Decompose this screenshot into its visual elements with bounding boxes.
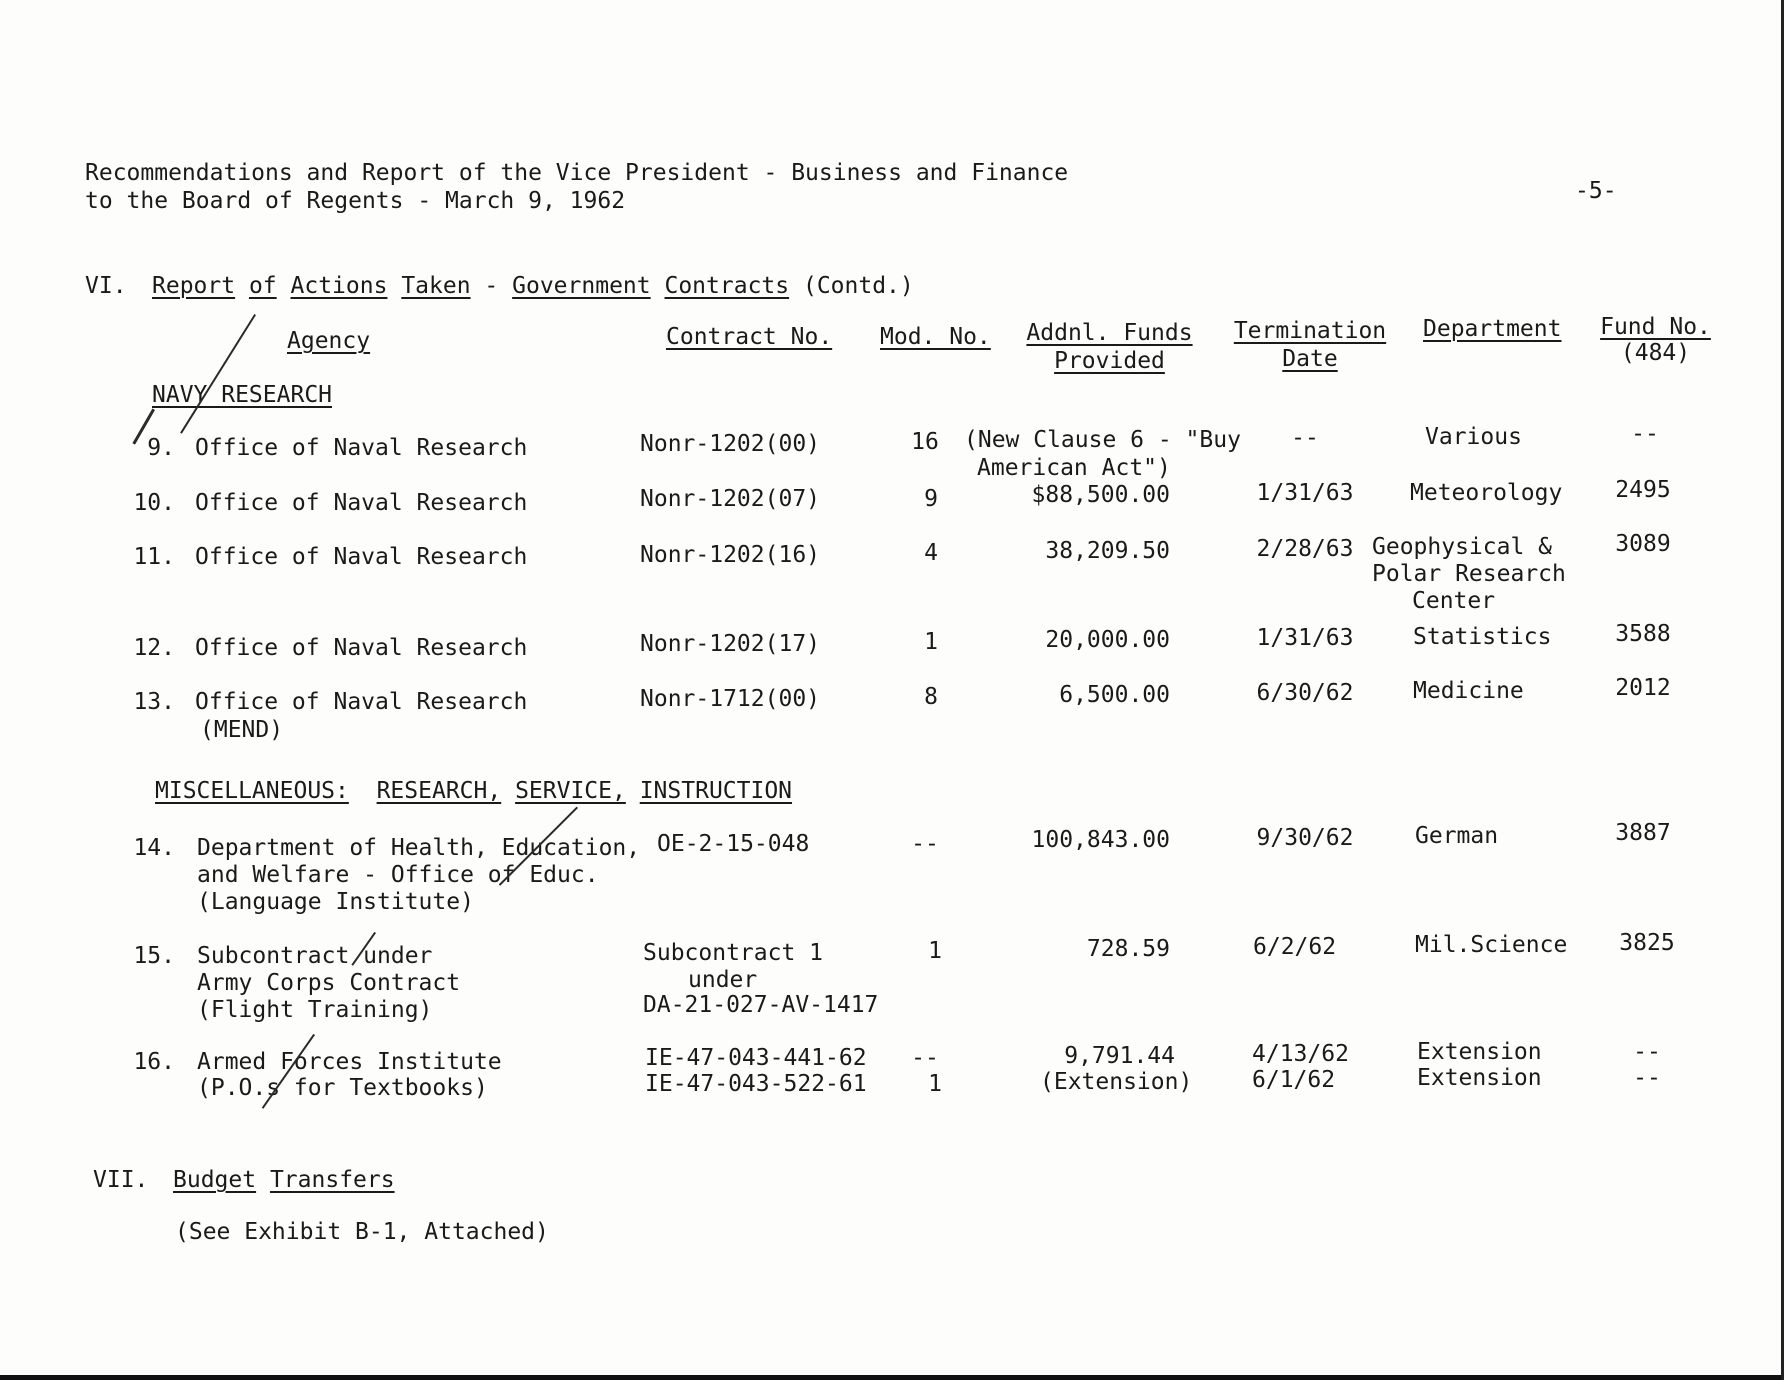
mod-cell: 9 bbox=[924, 486, 938, 512]
agency-cell: Armed Forces Institute bbox=[197, 1049, 502, 1075]
report-title-line-2: to the Board of Regents - March 9, 1962 bbox=[85, 188, 626, 214]
fund-no-cell: 3089 bbox=[1615, 531, 1671, 557]
group-heading-word: RESEARCH, bbox=[376, 778, 502, 804]
termination-cell: 6/2/62 bbox=[1253, 934, 1337, 960]
funds-cell: $88,500.00 bbox=[1031, 482, 1170, 508]
row-number: 11. bbox=[133, 544, 175, 570]
department-cell: Extension bbox=[1417, 1065, 1542, 1091]
title-word: Government bbox=[512, 273, 651, 299]
contract-cell: OE-2-15-048 bbox=[657, 831, 810, 857]
agency-cell: Office of Naval Research bbox=[195, 544, 528, 570]
agency-cell: Office of Naval Research bbox=[195, 490, 528, 516]
mod-cell: -- bbox=[911, 831, 939, 857]
mod-cell: 1 bbox=[928, 1071, 942, 1097]
page-number: -5- bbox=[1575, 178, 1617, 204]
agency-cell: Office of Naval Research bbox=[195, 689, 528, 715]
funds-cell: 6,500.00 bbox=[1059, 682, 1170, 708]
fund-no-cell: 3825 bbox=[1619, 930, 1675, 956]
contract-cell: Nonr-1202(00) bbox=[640, 431, 821, 457]
contract-cell: Nonr-1712(00) bbox=[640, 686, 821, 712]
title-word: Contracts bbox=[664, 273, 790, 299]
column-header-termination-line-1: Termination bbox=[1233, 318, 1387, 344]
funds-cell: 9,791.44 bbox=[1064, 1043, 1175, 1069]
agency-cell: (Flight Training) bbox=[197, 997, 433, 1023]
termination-cell: -- bbox=[1291, 425, 1319, 451]
title-word: Budget bbox=[173, 1167, 257, 1193]
department-cell: Center bbox=[1412, 588, 1496, 614]
report-title-line-1: Recommendations and Report of the Vice President - Business and Finance bbox=[85, 160, 1069, 186]
title-word: (Contd.) bbox=[802, 273, 914, 299]
funds-cell: (Extension) bbox=[1040, 1069, 1193, 1095]
department-cell: Medicine bbox=[1413, 678, 1524, 704]
group-heading-word: MISCELLANEOUS: bbox=[155, 778, 349, 804]
contract-cell: DA-21-027-AV-1417 bbox=[643, 992, 879, 1018]
column-header-department: Department bbox=[1423, 316, 1562, 342]
row-number: 15. bbox=[133, 943, 175, 969]
fund-no-cell: 2012 bbox=[1615, 675, 1671, 701]
department-cell: Various bbox=[1425, 424, 1522, 450]
row-number: 9. bbox=[147, 435, 175, 461]
termination-cell: 4/13/62 bbox=[1252, 1041, 1349, 1067]
funds-cell: (New Clause 6 - "Buy bbox=[964, 427, 1241, 453]
contract-cell: Subcontract 1 bbox=[643, 940, 824, 966]
termination-cell: 2/28/63 bbox=[1256, 536, 1354, 562]
column-header-funds-line-2: Provided bbox=[1054, 348, 1165, 374]
column-header-funds-line-1: Addnl. Funds bbox=[1026, 320, 1193, 346]
row-number: 12. bbox=[133, 635, 175, 661]
mod-cell: 8 bbox=[924, 684, 938, 710]
funds-cell: 100,843.00 bbox=[1031, 827, 1170, 853]
termination-cell: 9/30/62 bbox=[1256, 825, 1354, 851]
fund-no-cell: -- bbox=[1633, 1065, 1661, 1091]
title-word: Actions bbox=[290, 273, 388, 299]
column-header-contract-no: Contract No. bbox=[666, 324, 833, 350]
row-number: 14. bbox=[133, 835, 175, 861]
mod-cell: -- bbox=[911, 1045, 939, 1071]
mod-cell: 4 bbox=[924, 540, 938, 566]
department-cell: Meteorology bbox=[1410, 480, 1563, 506]
department-cell: Polar Research bbox=[1372, 561, 1566, 587]
column-header-fund-no-line-1: Fund No. bbox=[1600, 314, 1711, 340]
agency-cell: Army Corps Contract bbox=[197, 970, 461, 996]
title-word: of bbox=[248, 273, 277, 299]
funds-cell: 38,209.50 bbox=[1045, 538, 1170, 564]
agency-cell: Subcontract under bbox=[197, 943, 433, 969]
agency-cell: (P.O.s for Textbooks) bbox=[197, 1075, 488, 1101]
agency-cell: Department of Health, Education, bbox=[197, 835, 641, 861]
group-heading-word: INSTRUCTION bbox=[639, 778, 793, 804]
contract-cell: IE-47-043-441-62 bbox=[645, 1045, 867, 1071]
pen-stroke bbox=[180, 314, 256, 434]
fund-no-cell: -- bbox=[1633, 1039, 1661, 1065]
group-heading-navy-research: NAVY RESEARCH bbox=[152, 382, 333, 408]
column-header-termination-line-2: Date bbox=[1282, 346, 1338, 372]
row-number: 10. bbox=[133, 490, 175, 516]
contract-cell: Nonr-1202(16) bbox=[640, 542, 821, 568]
fund-no-cell: -- bbox=[1631, 421, 1659, 447]
department-cell: Geophysical & bbox=[1372, 534, 1553, 560]
department-cell: German bbox=[1415, 823, 1499, 849]
contract-cell: Nonr-1202(07) bbox=[640, 486, 821, 512]
group-heading-word: SERVICE, bbox=[515, 778, 626, 804]
section-vii-title bbox=[173, 1166, 395, 1194]
department-cell: Extension bbox=[1417, 1039, 1542, 1065]
mod-cell: 1 bbox=[924, 629, 938, 655]
title-word: - bbox=[484, 273, 499, 299]
fund-no-cell: 3588 bbox=[1615, 621, 1671, 647]
title-word: Transfers bbox=[269, 1167, 395, 1193]
row-number: 13. bbox=[133, 689, 175, 715]
group-heading-miscellaneous bbox=[155, 777, 792, 805]
section-vii-numeral: VII. bbox=[93, 1167, 149, 1193]
termination-cell: 1/31/63 bbox=[1256, 625, 1354, 651]
column-header-agency: Agency bbox=[287, 328, 371, 354]
termination-cell: 6/1/62 bbox=[1252, 1067, 1336, 1093]
scan-bottom-edge bbox=[0, 1375, 1784, 1380]
mod-cell: 1 bbox=[928, 938, 942, 964]
funds-cell: 20,000.00 bbox=[1045, 627, 1170, 653]
title-word: Taken bbox=[401, 273, 471, 299]
department-cell: Mil.Science bbox=[1415, 932, 1568, 958]
funds-cell: American Act") bbox=[977, 455, 1171, 481]
contract-cell: IE-47-043-522-61 bbox=[645, 1071, 867, 1097]
agency-cell: Office of Naval Research bbox=[195, 635, 528, 661]
contract-cell: Nonr-1202(17) bbox=[640, 631, 821, 657]
section-vii-note: (See Exhibit B-1, Attached) bbox=[175, 1219, 549, 1245]
funds-cell: 728.59 bbox=[1086, 936, 1170, 962]
department-cell: Statistics bbox=[1413, 624, 1552, 650]
column-header-fund-no-line-2: (484) bbox=[1620, 340, 1691, 366]
fund-no-cell: 2495 bbox=[1615, 477, 1671, 503]
agency-cell: (Language Institute) bbox=[197, 889, 474, 915]
agency-cell: and Welfare - Office of Educ. bbox=[197, 862, 599, 888]
termination-cell: 6/30/62 bbox=[1256, 680, 1354, 706]
title-word: Report bbox=[152, 273, 236, 299]
row-number: 16. bbox=[133, 1049, 175, 1075]
agency-cell: Office of Naval Research bbox=[195, 435, 528, 461]
column-header-mod-no: Mod. No. bbox=[880, 324, 991, 350]
termination-cell: 1/31/63 bbox=[1256, 480, 1354, 506]
section-vi-numeral: VI. bbox=[85, 273, 127, 299]
mod-cell: 16 bbox=[911, 429, 939, 455]
section-vi-title bbox=[152, 272, 914, 300]
contract-cell: under bbox=[688, 967, 758, 993]
fund-no-cell: 3887 bbox=[1615, 820, 1671, 846]
agency-cell: (MEND) bbox=[200, 717, 284, 743]
